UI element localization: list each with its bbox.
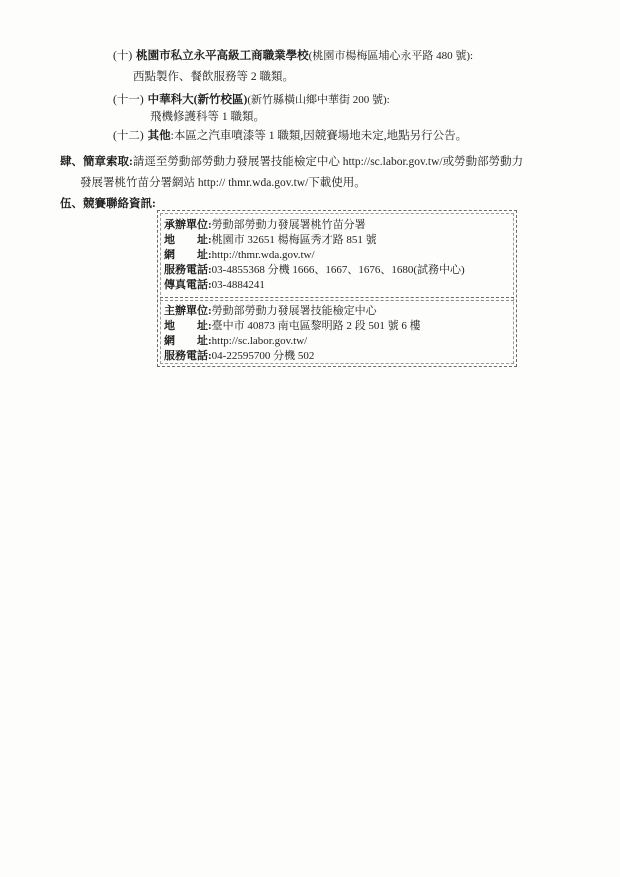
contact-label: 服務電話: (164, 264, 212, 276)
contact-section-divider (160, 297, 514, 301)
venue-detail: 飛機修護科等 1 職類。 (150, 111, 265, 123)
venue-item (113, 129, 467, 143)
section-heading-contact: 伍、競賽聯絡資訊: (60, 198, 156, 210)
venue-name: 中華科大(新竹校區) (147, 94, 248, 106)
venue-address: (新竹縣橫山鄉中華街 200 號): (247, 94, 390, 106)
venue-item (113, 93, 390, 107)
contact-row (164, 248, 512, 263)
section-heading: 肆、簡章索取: (60, 156, 133, 168)
venue-name: 桃園市私立永平高級工商職業學校 (136, 50, 309, 62)
section-brochure (60, 155, 523, 169)
venue-name: 其他 (147, 130, 171, 142)
venue-address: (桃園市楊梅區埔心永平路 480 號): (308, 50, 474, 62)
section-text-continued: 發展署桃竹苗分署網站 http:// thmr.wda.gov.tw/下載使用。 (80, 177, 366, 189)
contact-label: 承辦單位: (164, 219, 212, 231)
contact-row (164, 278, 512, 293)
organizer-contact (164, 218, 512, 293)
item-marker: (十二) (113, 130, 144, 142)
contact-label: 地 址: (164, 320, 212, 332)
contact-row (164, 319, 512, 334)
host-contact (164, 304, 512, 364)
contact-info-box (157, 210, 517, 367)
contact-label: 傳真電話: (164, 279, 212, 291)
contact-value: 臺中市 40873 南屯區黎明路 2 段 501 號 6 樓 (211, 320, 421, 332)
contact-value: 勞動部勞動力發展署桃竹苗分署 (211, 219, 366, 231)
item-marker: (十一) (113, 94, 144, 106)
contact-row (164, 334, 512, 349)
section-text: 請逕至勞動部勞動力發展署技能檢定中心 http://sc.labor.gov.tw/或勞動部勞動力 (132, 156, 524, 168)
contact-value: 桃園市 32651 楊梅區秀才路 851 號 (211, 234, 377, 246)
venue-item (113, 49, 473, 63)
contact-label: 網 址: (164, 249, 212, 261)
venue-detail: 西點製作、餐飲服務等 2 職類。 (133, 71, 294, 83)
contact-row (164, 218, 512, 233)
contact-value: 03-4884241 (211, 279, 265, 291)
contact-label: 服務電話: (164, 350, 212, 362)
item-marker: (十) (113, 50, 133, 62)
contact-label: 主辦單位: (164, 305, 212, 317)
contact-value: http://thmr.wda.gov.tw/ (211, 249, 315, 261)
contact-label: 地 址: (164, 234, 212, 246)
contact-label: 網 址: (164, 335, 212, 347)
contact-row (164, 304, 512, 319)
contact-value: 04-22595700 分機 502 (211, 350, 315, 362)
contact-row (164, 349, 512, 364)
contact-row (164, 263, 512, 278)
contact-value: 勞動部勞動力發展署技能檢定中心 (211, 305, 377, 317)
contact-value: 03-4855368 分機 1666、1667、1676、1680(試務中心) (211, 264, 465, 276)
contact-row (164, 233, 512, 248)
contact-value: http://sc.labor.gov.tw/ (211, 335, 308, 347)
venue-note: :本區之汽車噴漆等 1 職類,因競賽場地未定,地點另行公告。 (170, 130, 468, 142)
